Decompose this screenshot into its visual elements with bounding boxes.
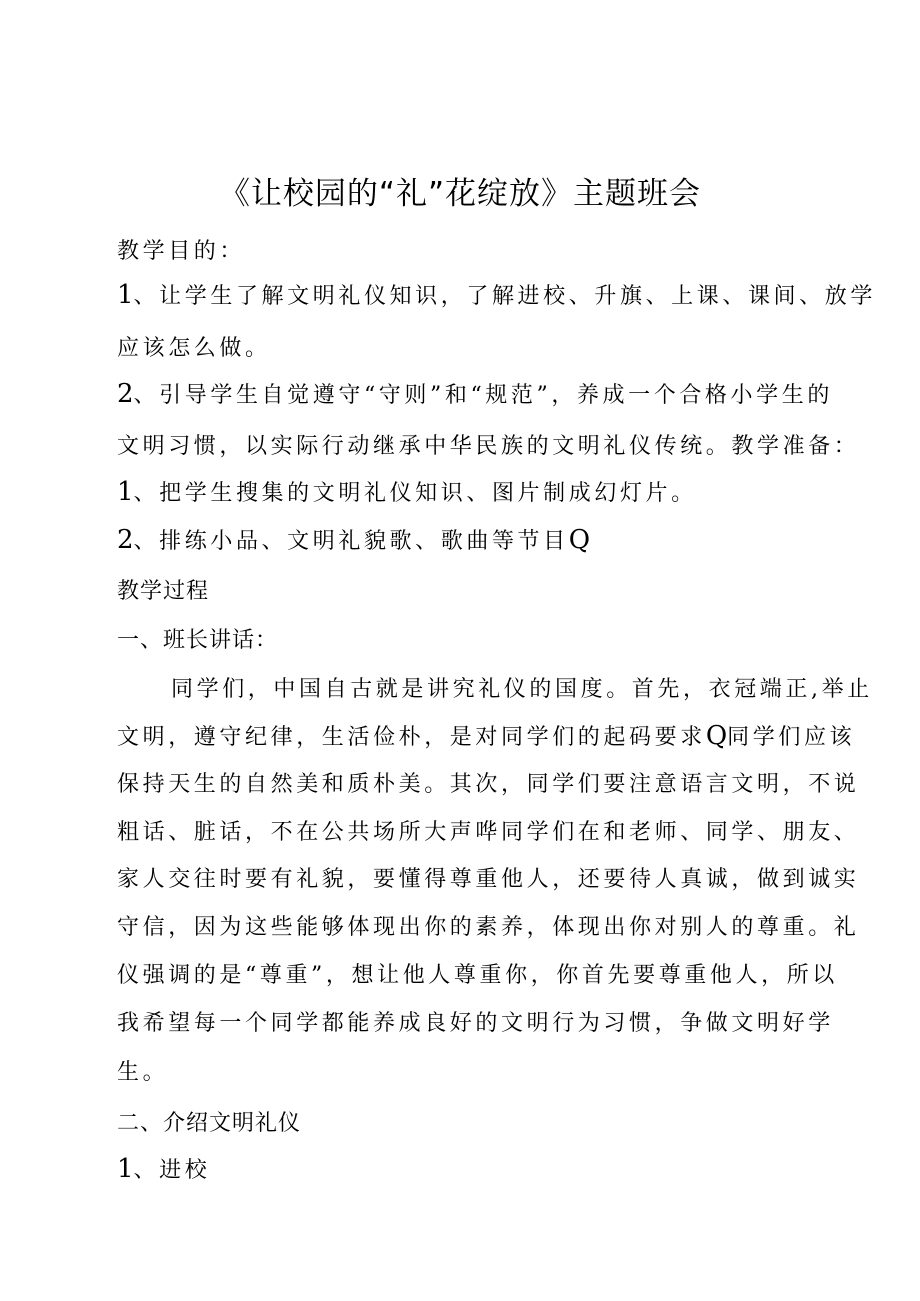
prep-1 — [117, 476, 697, 507]
document-title: 《让校园的“礼”花绽放》主题班会 — [218, 176, 702, 212]
item-1-text: 、进校 — [133, 1158, 211, 1183]
objective-1-line-2: 应该怎么做。 — [117, 336, 271, 361]
item-1-number: 1 — [117, 1154, 134, 1184]
speech-line-2 — [117, 720, 855, 751]
prep-1-number: 1 — [117, 477, 134, 507]
speech-line-7: 仪强调的是“尊重”，想让他人尊重你，你首先要尊重他人，所以 — [117, 963, 838, 988]
objective-1-number: 1 — [117, 280, 134, 310]
speech-line-6: 守信，因为这些能够体现出你的素养，体现出你对别人的尊重。礼 — [117, 915, 860, 940]
section-1-heading: 一、班长讲话： — [117, 628, 279, 653]
speech-line-9: 生。 — [117, 1060, 169, 1085]
speech-line-8: 我希望每一个同学都能养成良好的文明行为习惯，争做文明好学 — [117, 1011, 834, 1036]
objective-1-line-1 — [117, 279, 876, 310]
speech-line-2b: 同学们应该 — [727, 725, 856, 750]
speech-line-5: 家人交往时要有礼貌，要懂得尊重他人，还要待人真诚，做到诚实 — [117, 867, 860, 892]
objective-2-number: 2 — [117, 379, 134, 409]
speech-line-2a: 文明，遵守纪律，生活俭朴，是对同学们的起码要求 — [117, 725, 706, 750]
objectives-label: 教学目的： — [117, 239, 246, 264]
prep-2-number: 2 — [117, 525, 134, 555]
objective-2-line-2: 文明习惯，以实际行动继承中华民族的文明礼仪传统。教学准备： — [117, 434, 860, 459]
speech-line-3: 保持天生的自然美和质朴美。其次，同学们要注意语言文明，不说 — [117, 772, 860, 797]
speech-line-1: 同学们，中国自古就是讲究礼仪的国度。首先，衣冠端正,举止 — [171, 677, 873, 702]
prep-2-text: 、排练小品、文明礼貌歌、歌曲等节目 — [133, 529, 569, 554]
objective-2-text: 、引导学生自觉遵守“守则”和“规范”，养成一个合格小学生的 — [133, 383, 833, 408]
section-2-heading: 二、介绍文明礼仪 — [117, 1111, 302, 1136]
objective-1-text: 、让学生了解文明礼仪知识，了解进校、升旗、上课、课间、放学 — [133, 284, 876, 309]
process-heading: 教学过程 — [117, 579, 210, 604]
speech-line-2-q: Q — [705, 721, 728, 751]
prep-2 — [117, 524, 590, 555]
prep-1-text: 、把学生搜集的文明礼仪知识、图片制成幻灯片。 — [133, 481, 697, 506]
speech-line-4: 粗话、脏话，不在公共场所大声哗同学们在和老师、同学、朋友、 — [117, 820, 860, 845]
prep-2-tail: Q — [568, 525, 591, 555]
objective-2-line-1 — [117, 378, 833, 409]
item-1 — [117, 1153, 210, 1184]
